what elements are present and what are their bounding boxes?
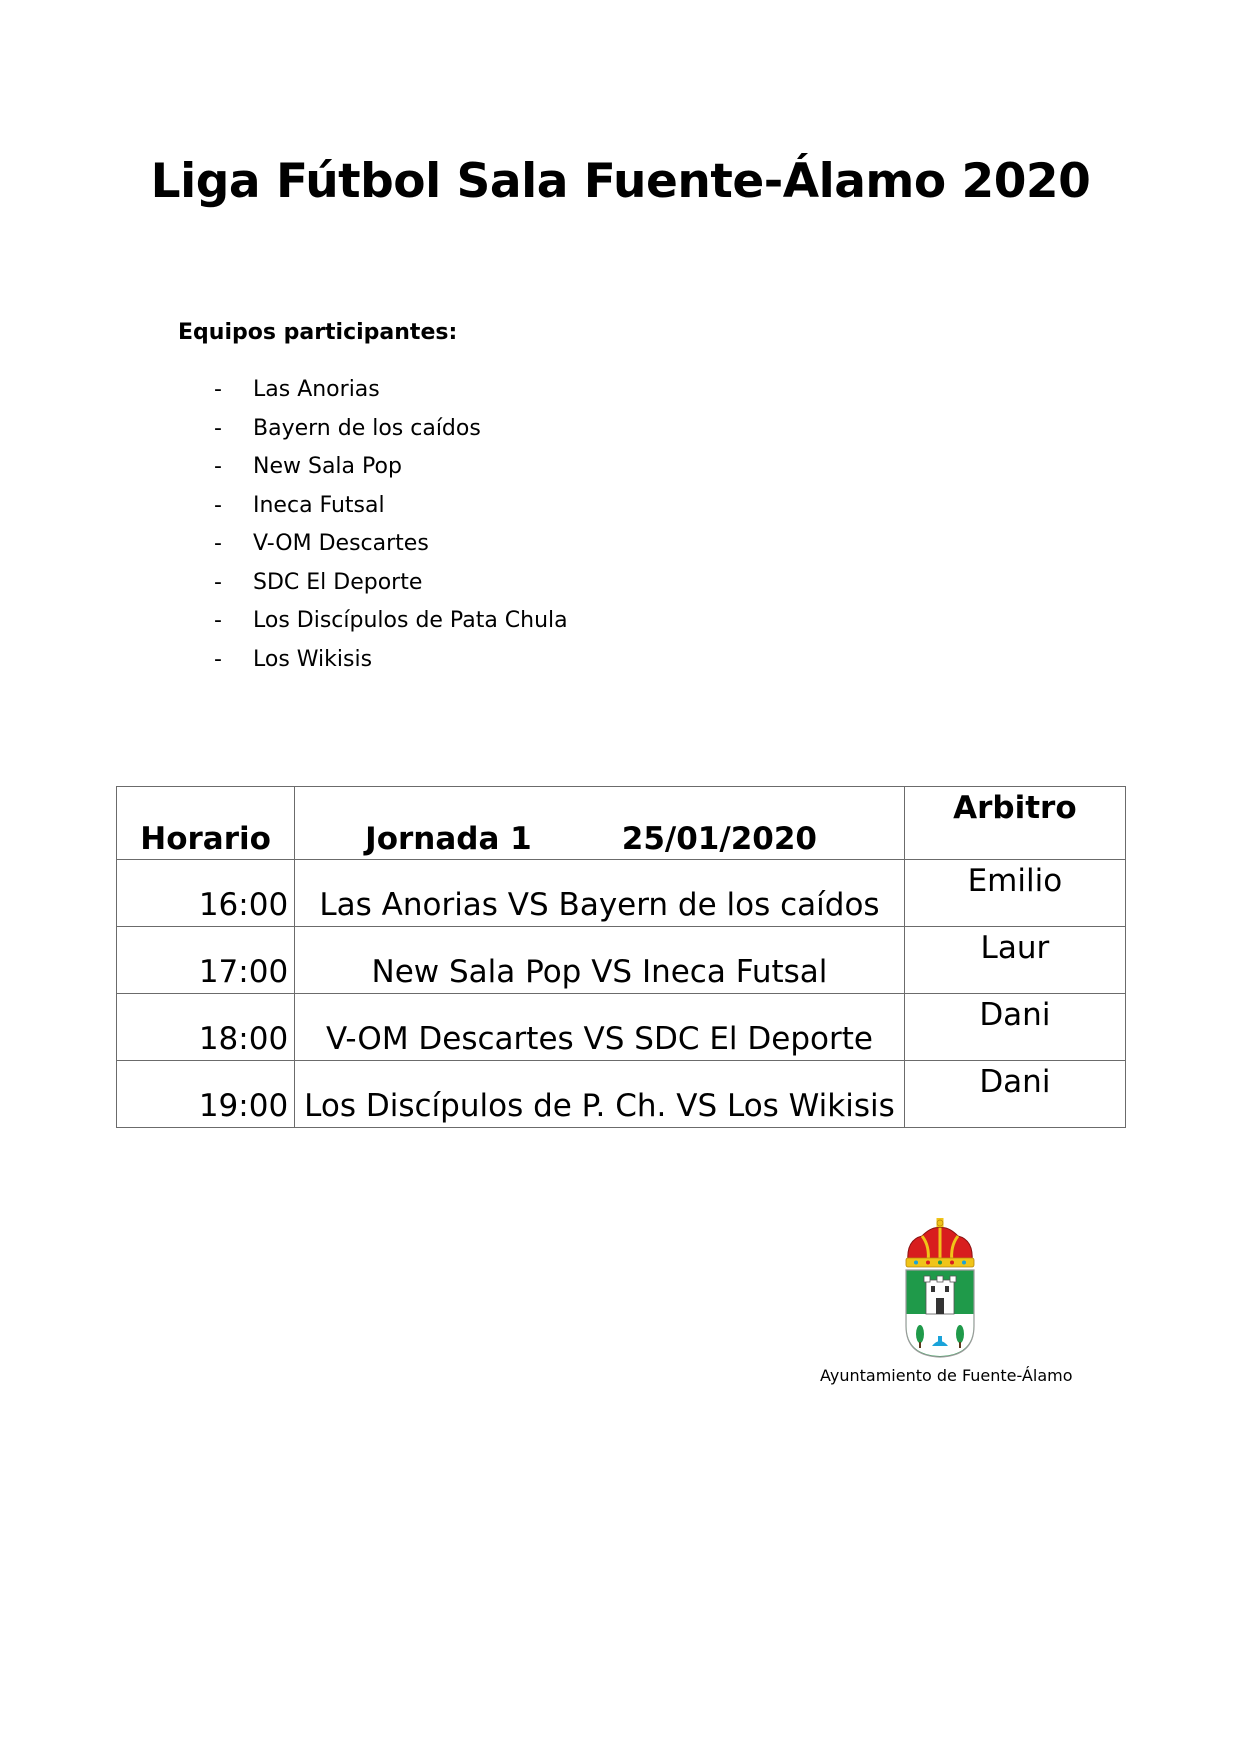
round-date: 25/01/2020 [621,821,817,857]
list-marker: - [214,492,222,518]
shield-icon [906,1270,974,1357]
list-marker: - [214,377,222,402]
match-teams: Los Discípulos de P. Ch. VS Los Wikisis [295,1061,905,1128]
list-marker: - [214,531,222,556]
header-round [295,787,905,860]
team-name: Los Wikisis [253,646,373,672]
footer-caption: Ayuntamiento de Fuente-Álamo [820,1366,1073,1385]
team-name: New Sala Pop [253,454,402,479]
coat-of-arms-icon [900,1218,980,1358]
crown-icon [906,1218,974,1267]
team-name: Las Anorias [253,377,380,402]
header-referee: Arbitro [904,787,1125,860]
table-row [117,927,1126,994]
table-row [117,860,1126,927]
table-header-row [117,787,1126,860]
list-item [214,448,568,487]
team-name: V-OM Descartes [253,531,429,556]
match-referee: Laur [904,927,1125,994]
match-time: 17:00 [117,927,295,994]
page-title: Liga Fútbol Sala Fuente-Álamo 2020 [150,154,1091,209]
match-referee: Emilio [904,860,1125,927]
match-referee: Dani [904,994,1125,1061]
team-name: Los Discípulos de Pata Chula [253,608,568,633]
match-referee: Dani [904,1061,1125,1128]
match-time: 16:00 [117,860,295,927]
team-name: SDC El Deporte [253,569,423,595]
list-item [214,487,568,526]
team-name: Bayern de los caídos [253,415,481,441]
team-list [214,371,568,679]
list-item [214,564,568,603]
match-teams: Las Anorias VS Bayern de los caídos [295,860,905,927]
list-item [214,525,568,564]
list-marker: - [214,608,222,633]
list-item [214,641,568,680]
list-marker: - [214,454,222,479]
list-item [214,410,568,449]
table-row [117,994,1126,1061]
list-marker: - [214,646,222,672]
teams-heading: Equipos participantes: [178,320,458,345]
match-time: 18:00 [117,994,295,1061]
list-marker: - [214,569,222,595]
list-item [214,371,568,410]
header-time: Horario [117,787,295,860]
match-teams: New Sala Pop VS Ineca Futsal [295,927,905,994]
list-item [214,602,568,641]
table-row [117,1061,1126,1128]
round-label: Jornada 1 [365,821,532,857]
list-marker: - [214,415,222,441]
match-time: 19:00 [117,1061,295,1128]
schedule-table [116,786,1126,1128]
team-name: Ineca Futsal [253,492,385,518]
match-teams: V-OM Descartes VS SDC El Deporte [295,994,905,1061]
